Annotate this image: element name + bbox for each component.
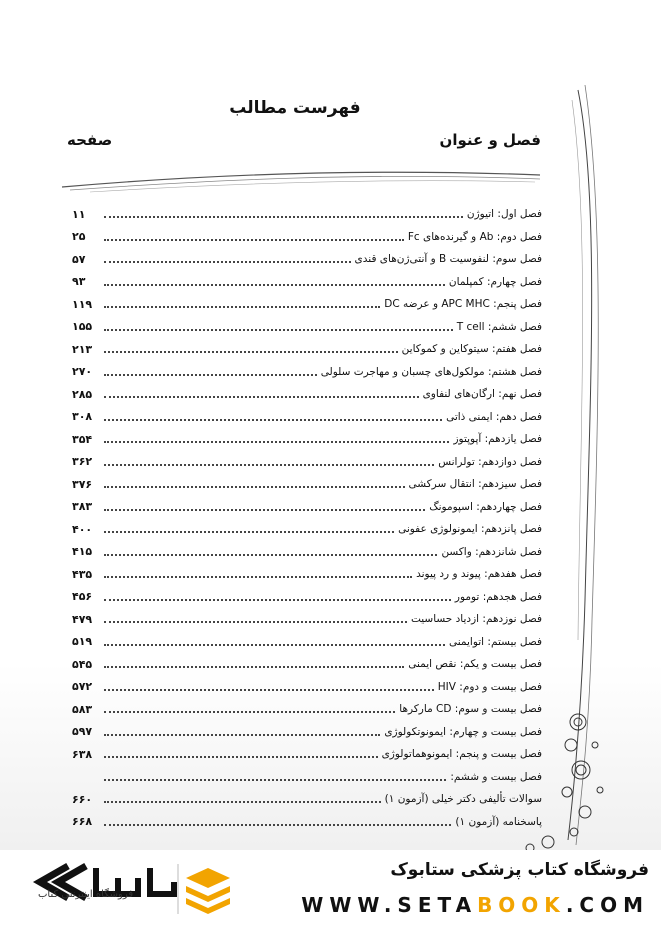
toc-entry-title: فصل دوازدهم: تولرانس [438, 455, 542, 468]
toc-entry-title: فصل یازدهم: آپوپتوز [453, 433, 542, 446]
toc-row [72, 811, 542, 834]
toc-leader-dots [104, 531, 394, 533]
toc-entry-title: فصل هفتم: سیتوکاین و کموکاین [401, 343, 542, 356]
toc-entry-title: فصل نوزدهم: ازدیاد حساسیت [410, 613, 542, 626]
toc-leader-dots [104, 486, 405, 488]
toc-row [72, 451, 542, 474]
toc-row [72, 383, 542, 406]
toc-leader-dots [104, 351, 398, 353]
store-name: فروشگاه کتاب پزشکی ستابوک [390, 860, 649, 880]
toc-page-number: ۶۳۸ [72, 747, 93, 761]
toc-page-number: ۲۵ [72, 230, 86, 244]
toc-entry-title: فصل دوم: Ab و گیرنده‌های Fc [407, 230, 542, 243]
toc-leader-dots [104, 801, 381, 803]
toc-leader-dots [104, 509, 425, 511]
page-column-header: صفحه [67, 131, 113, 149]
toc-row [72, 563, 542, 586]
toc-entry-title: فصل بیستم: اتوایمنی [449, 635, 542, 648]
toc-entry-title: فصل اول: اتیوژن [466, 208, 542, 221]
book-stack-icon [186, 868, 230, 914]
toc-entry-title: پاسخنامه (آزمون ۱) [455, 815, 542, 828]
chapter-column-header: فصل و عنوان [439, 131, 541, 149]
url-accent: BOOK [477, 893, 566, 917]
toc-page-number: ۵۱۹ [72, 635, 93, 649]
toc-entry-title: فصل دهم: ایمنی ذاتی [446, 410, 542, 423]
toc-page-number: ۴۷۹ [72, 612, 93, 626]
toc-page-number: ۲۷۰ [72, 365, 93, 379]
toc-entry-title: فصل نهم: ارگان‌های لنفاوی [422, 388, 542, 401]
toc-leader-dots [104, 464, 434, 466]
toc-row [72, 361, 542, 384]
toc-leader-dots [104, 329, 453, 331]
toc-entry-title: فصل بیست و چهارم: ایمونوتکولوژی [384, 725, 542, 738]
toc-leader-dots [104, 621, 407, 623]
toc-entry-title: فصل چهارم: کمپلمان [448, 275, 542, 288]
toc-page-number: ۴۳۵ [72, 567, 93, 581]
toc-page-number: ۱۱۹ [72, 297, 93, 311]
toc-row [72, 653, 542, 676]
url-part-1: WWW.SETA [301, 893, 478, 917]
toc-row [72, 316, 542, 339]
toc-entry-title: فصل بیست و پنجم: ایمونوهماتولوژی [381, 748, 542, 761]
toc-page-number: ۴۰۰ [72, 522, 93, 536]
toc-row [72, 293, 542, 316]
toc-page-number: ۵۷ [72, 252, 86, 266]
toc-leader-dots [104, 599, 451, 601]
toc-page-number: ۳۶۲ [72, 455, 93, 469]
toc-page-number: ۵۹۷ [72, 725, 93, 739]
toc-leader-dots [104, 306, 380, 308]
toc-entry-title: فصل هجدهم: تومور [454, 590, 542, 603]
toc-leader-dots [104, 441, 449, 443]
toc-entry-title: فصل سوم: لنفوسیت B و آنتی‌ژن‌های قندی [354, 253, 542, 266]
toc-row [72, 608, 542, 631]
toc-entry-title: فصل بیست و دوم: HIV [437, 680, 542, 693]
toc-row [72, 721, 542, 744]
toc-page-number: ۱۱ [72, 207, 86, 221]
toc-entry-title: فصل بیست و ششم: [450, 770, 542, 783]
toc-entry-title: فصل شانزدهم: واکسن [441, 545, 542, 558]
toc-row [72, 698, 542, 721]
toc-entry-title: فصل چهاردهم: اسپومونگ [429, 500, 542, 513]
toc-page-number: ۳۷۶ [72, 477, 93, 491]
toc-entry-title: فصل پانزدهم: ایمونولوژی عفونی [398, 523, 542, 536]
toc-list [72, 203, 542, 833]
toc-page-number: ۳۵۴ [72, 432, 93, 446]
toc-page-number: ۲۱۳ [72, 342, 93, 356]
toc-row [72, 631, 542, 654]
toc-page-number: ۵۸۳ [72, 702, 93, 716]
toc-leader-dots [104, 756, 378, 758]
toc-page-number: ۳۰۸ [72, 410, 93, 424]
toc-leader-dots [104, 711, 395, 713]
toc-row [72, 428, 542, 451]
toc-leader-dots [104, 576, 412, 578]
toc-leader-dots [104, 239, 404, 241]
toc-row [72, 338, 542, 361]
toc-row [72, 271, 542, 294]
toc-entry-title: فصل سیزدهم: انتقال سرکشی [408, 478, 542, 491]
toc-leader-dots [104, 396, 419, 398]
url-part-3: .COM [565, 893, 649, 917]
toc-row [72, 766, 542, 789]
toc-leader-dots [104, 779, 446, 781]
toc-row [72, 518, 542, 541]
toc-page-number: ۲۸۵ [72, 387, 93, 401]
toc-title: فهرست مطالب [229, 98, 361, 118]
toc-page-number: ۳۸۳ [72, 500, 93, 514]
toc-leader-dots [104, 216, 463, 218]
toc-leader-dots [104, 284, 445, 286]
logo-caption: فروشگاه اینترنتی کتاب [38, 889, 134, 900]
toc-entry-title: سوالات تألیفی دکتر خیلی (آزمون ۱) [384, 793, 542, 806]
toc-leader-dots [104, 824, 451, 826]
toc-entry-title: فصل بیست و یکم: نقص ایمنی [408, 658, 542, 671]
toc-row [72, 226, 542, 249]
toc-page-number: ۹۳ [72, 275, 86, 289]
toc-page-number: ۱۵۵ [72, 320, 93, 334]
toc-leader-dots [104, 666, 404, 668]
toc-leader-dots [104, 554, 437, 556]
toc-row [72, 473, 542, 496]
toc-entry-title: فصل پنجم: APC MHC و عرضه DC [384, 298, 542, 311]
toc-page-number: ۶۶۸ [72, 815, 93, 829]
toc-page-number: ۴۵۶ [72, 590, 93, 604]
toc-row [72, 203, 542, 226]
store-footer [0, 850, 661, 925]
toc-row [72, 248, 542, 271]
toc-row [72, 406, 542, 429]
toc-entry-title: فصل ششم: T cell [456, 320, 542, 333]
toc-leader-dots [104, 644, 445, 646]
toc-row [72, 743, 542, 766]
toc-entry-title: فصل هشتم: مولکول‌های چسبان و مهاجرت سلولی [320, 365, 542, 378]
store-url[interactable] [301, 893, 649, 917]
toc-leader-dots [104, 419, 442, 421]
toc-entry-title: فصل هفدهم: پیوند و رد پیوند [416, 568, 542, 581]
toc-row [72, 586, 542, 609]
toc-row [72, 676, 542, 699]
toc-row [72, 496, 542, 519]
toc-leader-dots [104, 374, 317, 376]
toc-leader-dots [104, 261, 351, 263]
toc-leader-dots [104, 734, 380, 736]
toc-entry-title: فصل بیست و سوم: CD مارکرها [399, 703, 542, 716]
toc-page-number: ۵۷۲ [72, 680, 93, 694]
toc-row [72, 788, 542, 811]
toc-page-number: ۶۶۰ [72, 792, 93, 806]
toc-page-number: ۴۱۵ [72, 545, 93, 559]
toc-page-number: ۵۴۵ [72, 657, 93, 671]
toc-leader-dots [104, 689, 434, 691]
toc-row [72, 541, 542, 564]
